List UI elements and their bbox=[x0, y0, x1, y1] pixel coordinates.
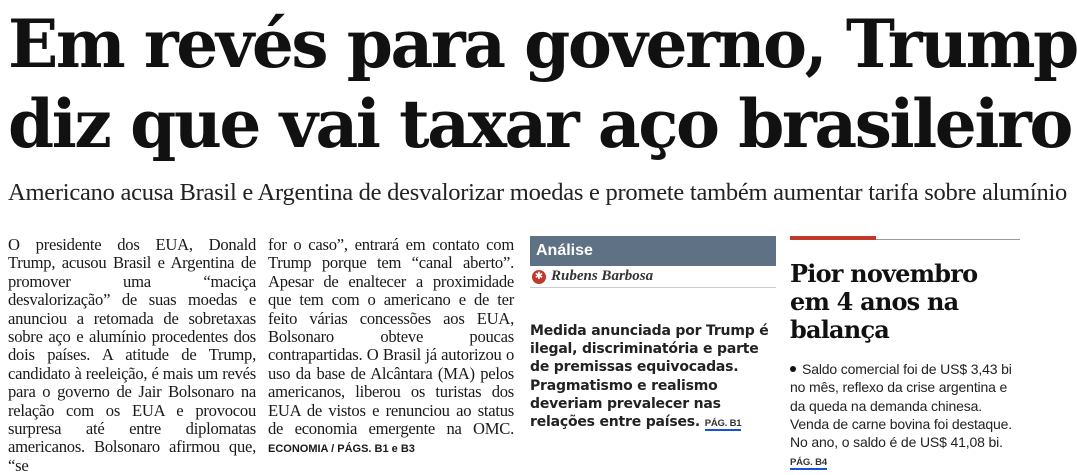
author-name: Rubens Barbosa bbox=[551, 268, 654, 284]
article-text-1: O presidente dos EUA, Donald Trump, acusou Brasil e Argentina de promover uma “maciça desvalorização” de suas moedas e anunciou a retomada de sobretaxas sobre aço e alumínio procedentes dos dois países. A atitude de Trump, candidato à reeleição, é mais um revés para o governo de Jair Bolsonaro na relação com os EUA e provocou surpresa até entre diplomatas americanos. Bolsonaro afirmou que, “se bbox=[8, 235, 256, 475]
sidebar-rule bbox=[790, 236, 1020, 242]
sidebar-story bbox=[790, 236, 1020, 473]
sidebar-text: Saldo comercial foi de US$ 3,43 bi no mês, reflexo da crise argentina e da queda na demanda chinesa. Venda de carne bovina foi destaque. No ano, o saldo é de US$ 41,08 bi. bbox=[790, 361, 1013, 451]
sidebar-page-ref[interactable]: PÁG. B4 bbox=[790, 457, 827, 469]
headline-line-1: Em revés para governo, Trump bbox=[8, 5, 1077, 83]
analysis-text: Medida anunciada por Trump é ilegal, discriminatória e parte de premissas equivocadas. Pragmatismo e realismo deveriam prevalecer nas relações entre países. bbox=[530, 323, 769, 431]
headline-line-2: diz que vai taxar aço brasileiro bbox=[8, 85, 1072, 163]
subheadline: Americano acusa Brasil e Argentina de desvalorizar moedas e promete também aumentar tarifa sobre alumínio bbox=[8, 179, 1068, 206]
headline bbox=[8, 4, 1077, 164]
section-tag[interactable]: ECONOMIA / PÁGS. B1 e B3 bbox=[268, 443, 415, 456]
sidebar-rule-line bbox=[876, 239, 1020, 240]
sidebar-title: Pior novembro em 4 anos na balança bbox=[790, 259, 978, 344]
article-column-2 bbox=[268, 236, 514, 459]
article-column-1 bbox=[8, 236, 256, 475]
sidebar-rule-accent bbox=[790, 236, 876, 240]
analysis-label: Análise bbox=[530, 236, 776, 266]
asterisk-icon: ✱ bbox=[532, 270, 546, 284]
author-row bbox=[530, 266, 776, 288]
article-text-2: for o caso”, entrará em contato com Trump porque tem “canal aberto”. Apesar de enaltecer a proximidade que tem com o americano e de ter feito várias concessões aos EUA, Bolsonaro obteve poucas contrapartidas. O Brasil já autorizou o uso da base de Alcântara (MA) pelos americanos, liberou os turistas dos EUA de vistos e renunciou ao status de economia emergente na OMC. bbox=[268, 235, 514, 439]
analysis-page-ref[interactable]: PÁG. B1 bbox=[704, 418, 742, 430]
analysis-box bbox=[530, 236, 776, 433]
sidebar-text-block bbox=[790, 360, 1020, 473]
bullet-icon bbox=[790, 366, 796, 372]
analysis-text-block bbox=[530, 322, 776, 433]
